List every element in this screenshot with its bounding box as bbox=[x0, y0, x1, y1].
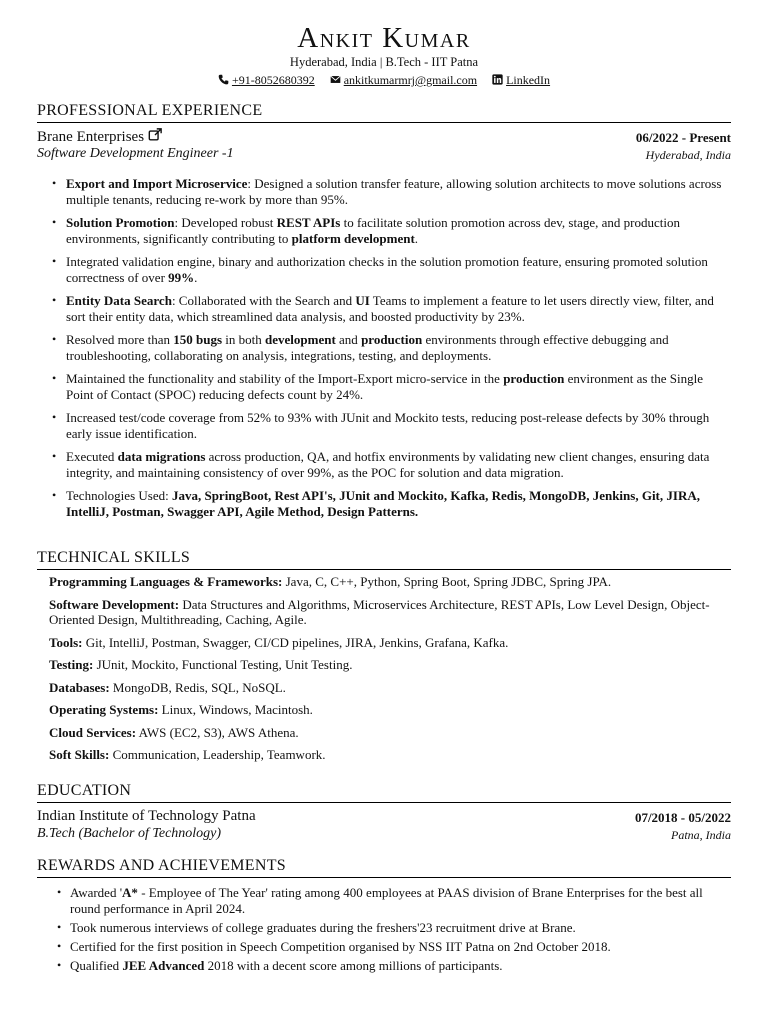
skill-label: Programming Languages & Frameworks: bbox=[49, 574, 283, 589]
bold-text: Export and Import Microservice bbox=[66, 176, 248, 191]
bold-text: platform development bbox=[291, 230, 415, 246]
text: 2018 with a decent score among millions of participants. bbox=[204, 957, 503, 973]
skill-row bbox=[49, 597, 733, 628]
experience-bullet bbox=[52, 410, 732, 441]
text: Certified for the first position in Speech Competition organised by NSS IIT Patna on 2nd October 2018. bbox=[70, 938, 611, 954]
skill-value: Git, IntelliJ, Postman, Swagger, CI/CD pipelines, JIRA, Jenkins, Grafana, Kafka. bbox=[82, 634, 509, 650]
text: Qualified bbox=[70, 957, 123, 973]
contact-line bbox=[0, 73, 768, 88]
bold-text: A* bbox=[122, 885, 138, 900]
skill-label: Operating Systems: bbox=[49, 702, 159, 717]
text: Technologies Used: bbox=[66, 488, 172, 503]
skill-label: Databases: bbox=[49, 679, 110, 695]
experience-role-row bbox=[37, 146, 731, 164]
bold-text: data migrations bbox=[117, 449, 206, 464]
education-date: 07/2018 - 05/2022 bbox=[634, 810, 731, 825]
candidate-name: Ankit Kumar bbox=[297, 22, 471, 54]
text: . bbox=[194, 269, 198, 285]
bold-text: production bbox=[503, 371, 565, 386]
reward-bullet bbox=[57, 885, 733, 916]
email-link[interactable]: ankitkumarmrj@gmail.com bbox=[343, 73, 478, 87]
skills-list bbox=[49, 574, 733, 770]
experience-bullet bbox=[52, 332, 732, 363]
skill-value: Communication, Leadership, Teamwork. bbox=[109, 747, 326, 762]
bold-text: UI bbox=[355, 293, 370, 308]
bold-text: REST APIs bbox=[276, 215, 341, 230]
skill-value: Linux, Windows, Macintosh. bbox=[158, 702, 313, 717]
experience-bullet bbox=[52, 449, 732, 480]
text: Executed bbox=[66, 449, 118, 464]
education-school-row bbox=[37, 808, 731, 828]
text: Maintained the functionality and stability of the Import-Export micro-service in the bbox=[66, 371, 504, 386]
skill-label: Testing: bbox=[49, 657, 94, 672]
bold-text: production bbox=[361, 332, 423, 347]
text: Increased test/code coverage from 52% to 93% with JUnit and Mockito tests, reducing post-release defects by 30% through early issue identification. bbox=[66, 410, 710, 441]
skill-row bbox=[49, 574, 733, 590]
education-degree-row bbox=[37, 826, 731, 844]
rewards-rule bbox=[37, 877, 731, 878]
skill-row bbox=[49, 635, 733, 651]
bold-text: 99% bbox=[168, 269, 195, 285]
skill-row bbox=[49, 702, 733, 718]
skill-label: Tools: bbox=[49, 634, 83, 650]
reward-bullet bbox=[57, 920, 733, 936]
phone-icon bbox=[218, 74, 229, 85]
skill-row bbox=[49, 747, 733, 763]
rewards-heading: REWARDS AND ACHIEVEMENTS bbox=[37, 857, 286, 874]
skill-row bbox=[49, 680, 733, 696]
text: . bbox=[414, 230, 419, 246]
skills-heading: TECHNICAL SKILLS bbox=[37, 549, 191, 566]
experience-bullet bbox=[52, 371, 732, 402]
experience-bullet-list bbox=[52, 176, 732, 519]
skills-rule bbox=[37, 569, 731, 570]
text: Awarded ' bbox=[70, 885, 123, 900]
linkedin-icon bbox=[492, 74, 503, 85]
rewards-bullet-list bbox=[57, 885, 733, 977]
text: : Designed a solution transfer feature, allowing solution architects to move solutions across multiple tenants, reducing re-work by more than 95%. bbox=[66, 176, 722, 207]
email-contact[interactable] bbox=[330, 73, 480, 87]
education-heading: EDUCATION bbox=[37, 782, 132, 799]
experience-bullet bbox=[52, 215, 732, 246]
skill-label: Cloud Services: bbox=[49, 724, 137, 740]
text: : Developed robust bbox=[174, 215, 277, 230]
experience-bullet bbox=[52, 176, 732, 207]
text: : Collaborated with the Search and bbox=[171, 293, 356, 308]
education-rule bbox=[37, 802, 731, 803]
education-degree: B.Tech (Bachelor of Technology) bbox=[37, 826, 222, 841]
bold-text: 150 bugs bbox=[173, 332, 223, 347]
skill-value: Data Structures and Algorithms, Microservices Architecture, REST APIs, Low Level Design, Object-Oriented Design, Multithreading, Caching, Agile. bbox=[49, 596, 710, 627]
bold-text: Solution Promotion bbox=[66, 215, 175, 230]
text: and bbox=[335, 332, 362, 347]
linkedin-link[interactable]: LinkedIn bbox=[506, 73, 551, 87]
company-name-group bbox=[37, 128, 162, 146]
phone-contact[interactable] bbox=[218, 73, 318, 87]
experience-date: 06/2022 - Present bbox=[635, 130, 731, 145]
skill-label: Software Development: bbox=[49, 596, 180, 612]
experience-bullet bbox=[52, 293, 732, 324]
experience-heading: PROFESSIONAL EXPERIENCE bbox=[37, 102, 263, 119]
experience-location: Hyderabad, India bbox=[645, 148, 731, 162]
phone-link[interactable]: +91-8052680392 bbox=[231, 73, 315, 87]
experience-bullet bbox=[52, 254, 732, 285]
skill-row bbox=[49, 725, 733, 741]
skill-value: AWS (EC2, S3), AWS Athena. bbox=[136, 724, 299, 740]
text: Took numerous interviews of college graduates during the freshers'23 recruitment drive at Brane. bbox=[70, 919, 576, 935]
company-name: Brane Enterprises bbox=[37, 129, 145, 145]
text: to facilitate solution promotion across dev, stage, and production environments, significantly contributing to bbox=[66, 215, 680, 246]
experience-rule bbox=[37, 122, 731, 123]
skill-label: Soft Skills: bbox=[49, 747, 110, 762]
school-name: Indian Institute of Technology Patna bbox=[37, 808, 256, 824]
text: - Employee of The Year' rating among 400 employees at PAAS division of Brane Enterprises for the best all round performance in April 2024. bbox=[70, 885, 703, 916]
skill-value: MongoDB, Redis, SQL, NoSQL. bbox=[109, 679, 286, 695]
envelope-icon bbox=[330, 74, 341, 85]
experience-bullet bbox=[52, 488, 732, 519]
linkedin-contact[interactable] bbox=[492, 73, 550, 87]
skill-row bbox=[49, 657, 733, 673]
text: Resolved more than bbox=[66, 332, 174, 347]
skill-value: JUnit, Mockito, Functional Testing, Unit Testing. bbox=[93, 657, 353, 672]
external-link-icon[interactable] bbox=[148, 128, 162, 142]
text: environment as the Single Point of Contact (SPOC) reducing defects count by 24%. bbox=[66, 371, 703, 402]
bold-text: JEE Advanced bbox=[122, 957, 205, 973]
education-location: Patna, India bbox=[671, 828, 731, 842]
reward-bullet bbox=[57, 939, 733, 955]
experience-role: Software Development Engineer -1 bbox=[37, 146, 234, 161]
candidate-subtitle: Hyderabad, India | B.Tech - IIT Patna bbox=[289, 55, 479, 69]
text: across production, QA, and hotfix environments by validating new client changes, ensuring data integrity, and maintaining consistency of over 99%, as the POC for solution and data migration. bbox=[66, 449, 710, 480]
text: in both bbox=[222, 332, 265, 347]
bold-text: Java, SpringBoot, Rest API's, JUnit and Mockito, Kafka, Redis, MongoDB, Jenkins, Git, JIRA, IntelliJ, Postman, Swagger API, Agile Method, Design Patterns. bbox=[66, 488, 700, 519]
text: Integrated validation engine, binary and authorization checks in the solution promotion feature, ensuring promoted solution correctness of over bbox=[66, 254, 708, 285]
skill-value: Java, C, C++, Python, Spring Boot, Spring JDBC, Spring JPA. bbox=[282, 574, 612, 589]
reward-bullet bbox=[57, 958, 733, 974]
text: Teams to implement a feature to let users directly view, filter, and sort their entity data, which streamlined data analysis, and boosted productivity by 23%. bbox=[66, 293, 714, 324]
bold-text: development bbox=[265, 332, 336, 347]
text: environments through effective debugging and troubleshooting, collaborating on analysis, integrations, testing, and deployments. bbox=[66, 332, 669, 363]
bold-text: Entity Data Search bbox=[66, 293, 172, 308]
experience-company-row bbox=[37, 128, 731, 148]
